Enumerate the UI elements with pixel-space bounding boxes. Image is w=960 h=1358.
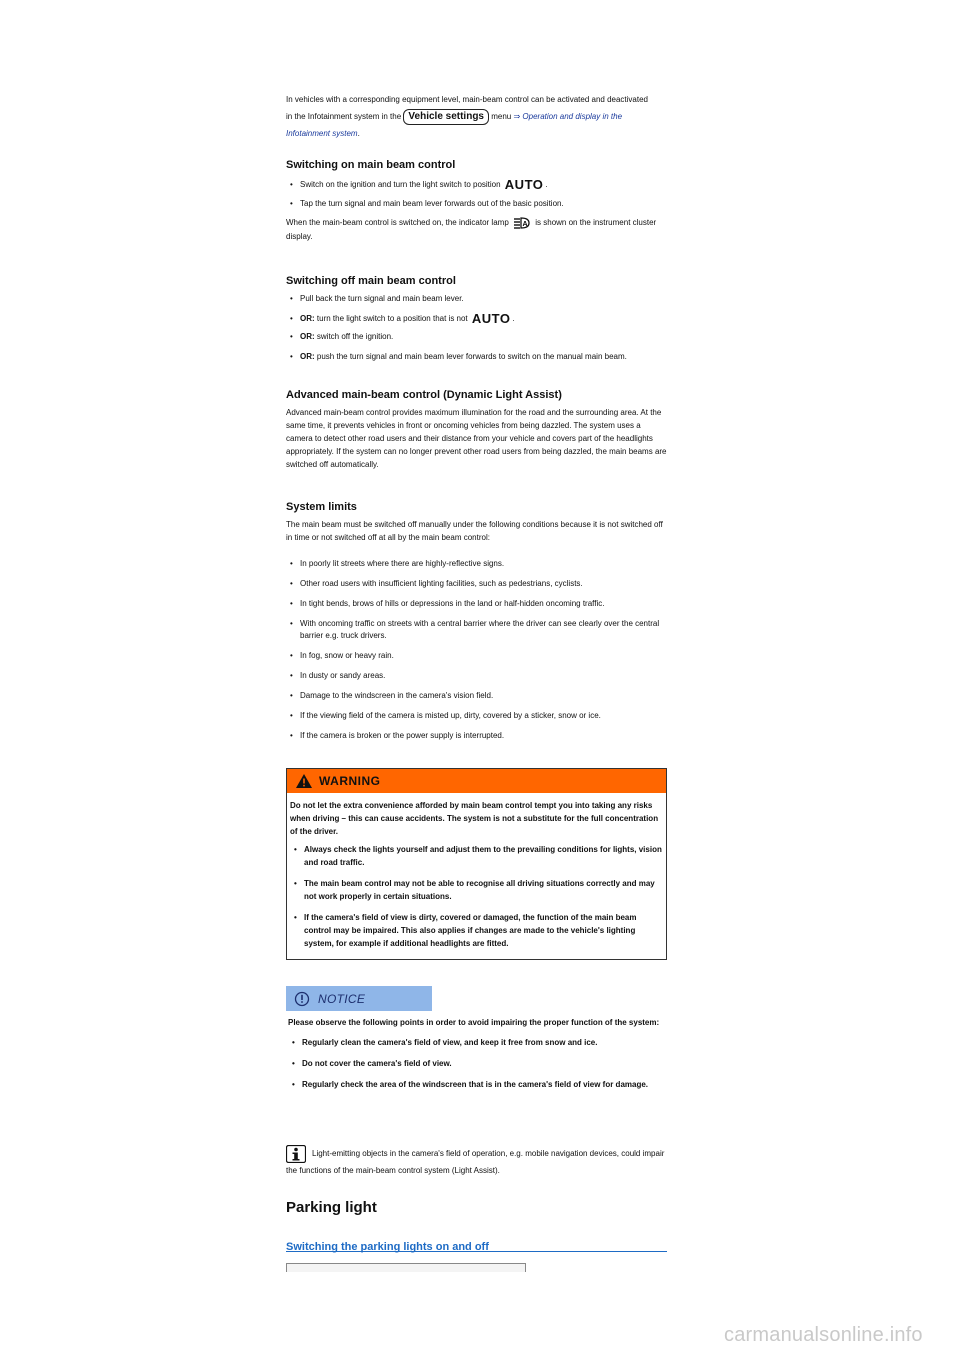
list-item: • Always check the lights yourself and adjust them to the prevailing conditions for lights, vision and road traffic. (290, 843, 663, 869)
info-note (286, 1145, 668, 1179)
system-limits-intro: The main beam must be switched off manually under the following conditions because it is not switched off in time or not switched off at all by the main beam control: (286, 520, 663, 542)
intro-end: . (357, 129, 360, 138)
switch-on-note: When the main-beam control is switched on, the indicator lamp A is shown on the instrument cluster display. (286, 218, 657, 242)
list-item: • In dusty or sandy areas. (286, 670, 667, 682)
info-text: Light-emitting objects in the camera's field of operation, e.g. mobile navigation devices, could impair the functions of the main-beam control system (Light Assist). (286, 1149, 665, 1175)
notice-title: NOTICE (318, 992, 366, 1006)
switching-parking-lights-link[interactable]: Switching the parking lights on and off (286, 1241, 489, 1253)
switch-off-section (286, 274, 667, 363)
auto-position-icon: AUTO (504, 177, 544, 192)
system-limits-section (286, 500, 667, 742)
list-item: • In fog, snow or heavy rain. (286, 650, 667, 662)
list-item: • Other road users with insufficient lighting facilities, such as pedestrians, cyclists. (286, 578, 667, 590)
warning-body (287, 793, 666, 950)
vehicle-settings-button[interactable]: Vehicle settings (403, 109, 489, 125)
list-item: • If the camera is broken or the power supply is interrupted. (286, 730, 667, 742)
svg-text:A: A (522, 221, 528, 228)
list-item: • OR: switch off the ignition. (286, 331, 667, 343)
auto-position-icon: AUTO (471, 311, 511, 326)
list-item: • Tap the turn signal and main beam lever forwards out of the basic position. (286, 198, 667, 210)
list-item: • In tight bends, brows of hills or depressions in the land or half-hidden oncoming traffic. (286, 598, 667, 610)
notice-exclamation-icon (294, 991, 310, 1007)
intro-paragraph (286, 91, 656, 142)
list-item: • OR: push the turn signal and main beam lever forwards to switch on the manual main beam. (286, 351, 667, 363)
operation-display-link[interactable]: ⇒ Operation and display in the Infotainment system (286, 112, 623, 138)
list-item: • If the camera's field of view is dirty, covered or damaged, the function of the main beam control may be impaired. This also applies if changes are made to the vehicle's lighting system, for example if additional headlights are fitted. (290, 911, 663, 950)
watermark: carmanualsonline.info (724, 1324, 923, 1346)
intro-text: In vehicles with a corresponding equipment level, main-beam control can be activated and deactivated in the Infotainment system in the (286, 95, 648, 121)
switch-on-section (286, 158, 667, 244)
warning-box (286, 768, 667, 960)
list-item: • If the viewing field of the camera is misted up, dirty, covered by a sticker, snow or ice. (286, 710, 667, 722)
switch-on-heading: Switching on main beam control (286, 159, 456, 171)
info-icon (286, 1145, 306, 1163)
parking-subsection (286, 1237, 667, 1252)
parking-light-heading: Parking light (286, 1199, 377, 1216)
warning-title: WARNING (319, 774, 381, 788)
list-item: • Do not cover the camera's field of view. (288, 1057, 668, 1070)
advanced-text: Advanced main-beam control provides maximum illumination for the road and the surrounding area. At the same time, it prevents vehicles in front or oncoming vehicles from being dazzled. The system uses a camera to detect other road users and their distance from your vehicle and covers part of the headlights appropriately. If the system can no longer prevent other road users from being dazzled, the main beams are switched off automatically. (286, 408, 667, 469)
list-item: • With oncoming traffic on streets with a central barrier where the driver can see clearly over the central barrier e.g. truck drivers. (286, 618, 667, 642)
notice-body (288, 1016, 668, 1091)
list-item: • The main beam control may not be able to recognise all driving situations correctly and may not work properly in certain situations. (290, 877, 663, 903)
system-limits-heading: System limits (286, 501, 357, 513)
list-item: • Pull back the turn signal and main beam lever. (286, 293, 667, 305)
advanced-section (286, 388, 668, 471)
list-item: • Damage to the windscreen in the camera's vision field. (286, 690, 667, 702)
intro-menu-text: menu (491, 112, 512, 121)
main-beam-control-lamp-icon (514, 217, 530, 229)
warning-header (287, 769, 666, 793)
advanced-heading: Advanced main-beam control (Dynamic Light Assist) (286, 389, 562, 401)
notice-header (286, 986, 432, 1011)
list-item: • OR: turn the light switch to a position that is not AUTO . (286, 313, 667, 325)
switch-off-heading: Switching off main beam control (286, 275, 456, 287)
list-item: • Switch on the ignition and turn the light switch to position AUTO . (286, 177, 667, 193)
notice-intro: Please observe the following points in order to avoid impairing the proper function of the system: (288, 1018, 660, 1027)
warning-triangle-icon (295, 773, 313, 789)
figure-placeholder (286, 1263, 526, 1272)
list-item: • Regularly clean the camera's field of view, and keep it free from snow and ice. (288, 1036, 668, 1049)
warning-intro: Do not let the extra convenience afforded by main beam control tempt you into taking any risks when driving – this can cause accidents. The system is not a substitute for the full concentration of the driver. (290, 801, 659, 836)
list-item: • In poorly lit streets where there are highly-reflective signs. (286, 558, 667, 570)
list-item: • Regularly check the area of the windscreen that is in the camera's field of view for damage. (288, 1078, 668, 1091)
